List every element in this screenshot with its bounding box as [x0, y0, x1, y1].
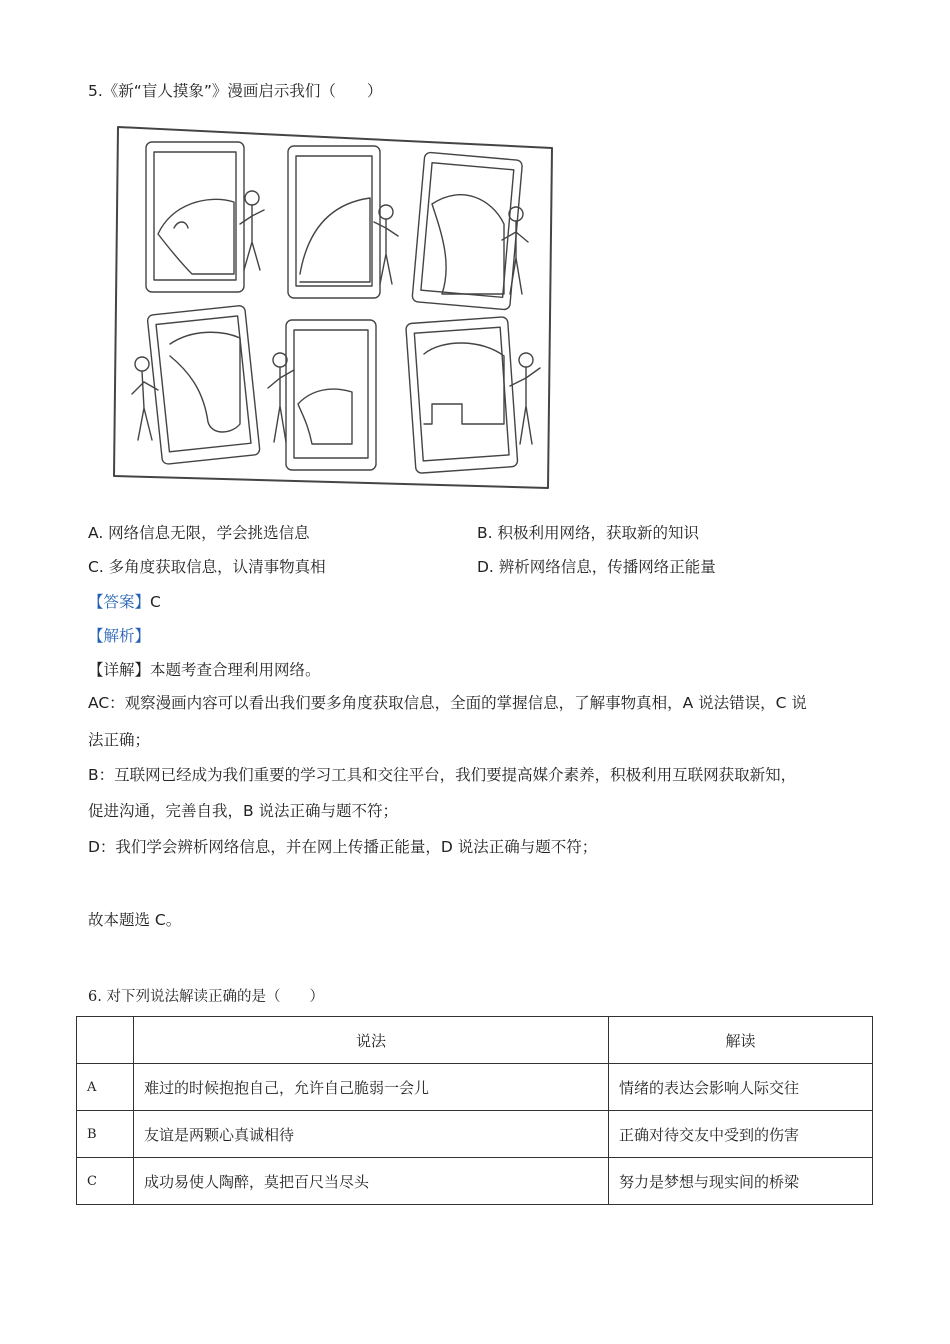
detail-line: 【详解】本题考查合理利用网络。 — [88, 661, 321, 679]
table-header-row — [77, 1017, 873, 1064]
analysis-b-line-2: 促进沟通，完善自我，B 说法正确与题不符； — [88, 802, 399, 820]
table-cell: 难过的时候抱抱自己，允许自己脆弱一会儿 — [134, 1064, 609, 1111]
analysis-d-line: D：我们学会辨析网络信息，并在网上传播正能量，D 说法正确与题不符； — [88, 838, 598, 856]
table-header-cell — [77, 1017, 134, 1064]
table-row — [77, 1158, 873, 1205]
table-header-cell: 说法 — [134, 1017, 609, 1064]
question-6-title: 6. 对下列说法解读正确的是（ ） — [88, 989, 324, 1005]
option-c: C. 多角度获取信息，认清事物真相 — [88, 558, 326, 576]
table-cell: 友谊是两颗心真诚相待 — [134, 1111, 609, 1158]
question-6-table — [76, 1016, 873, 1205]
table-header-cell: 解读 — [609, 1017, 873, 1064]
table-cell: 正确对待交友中受到的伤害 — [609, 1111, 873, 1158]
table-row — [77, 1064, 873, 1111]
option-d: D. 辨析网络信息，传播网络正能量 — [477, 558, 716, 576]
table-cell: A — [77, 1064, 134, 1111]
option-a: A. 网络信息无限，学会挑选信息 — [88, 524, 310, 542]
conclusion-line: 故本题选 C。 — [88, 911, 182, 929]
option-b: B. 积极利用网络，获取新的知识 — [477, 524, 699, 542]
table-cell: B — [77, 1111, 134, 1158]
answer-label: 【答案】 — [88, 593, 151, 611]
analysis-ac-line-2: 法正确； — [88, 731, 151, 749]
table-row — [77, 1111, 873, 1158]
table-cell: 成功易使人陶醉，莫把百尺当尽头 — [134, 1158, 609, 1205]
table-cell: 努力是梦想与现实间的桥梁 — [609, 1158, 873, 1205]
question-5-title: 5.《新“盲人摸象”》漫画启示我们（ ） — [88, 82, 383, 100]
table-cell: C — [77, 1158, 134, 1205]
analysis-ac-line-1: AC：观察漫画内容可以看出我们要多角度获取信息，全面的掌握信息，了解事物真相，A 说法错误，C 说 — [88, 694, 807, 712]
answer-value: C — [150, 593, 161, 611]
elephant-comic-illustration — [112, 124, 554, 490]
answer-line — [88, 591, 161, 613]
table-cell: 情绪的表达会影响人际交往 — [609, 1064, 873, 1111]
analysis-label: 【解析】 — [88, 627, 151, 645]
analysis-b-line-1: B：互联网已经成为我们重要的学习工具和交往平台，我们要提高媒介素养，积极利用互联网获取新知， — [88, 766, 797, 784]
